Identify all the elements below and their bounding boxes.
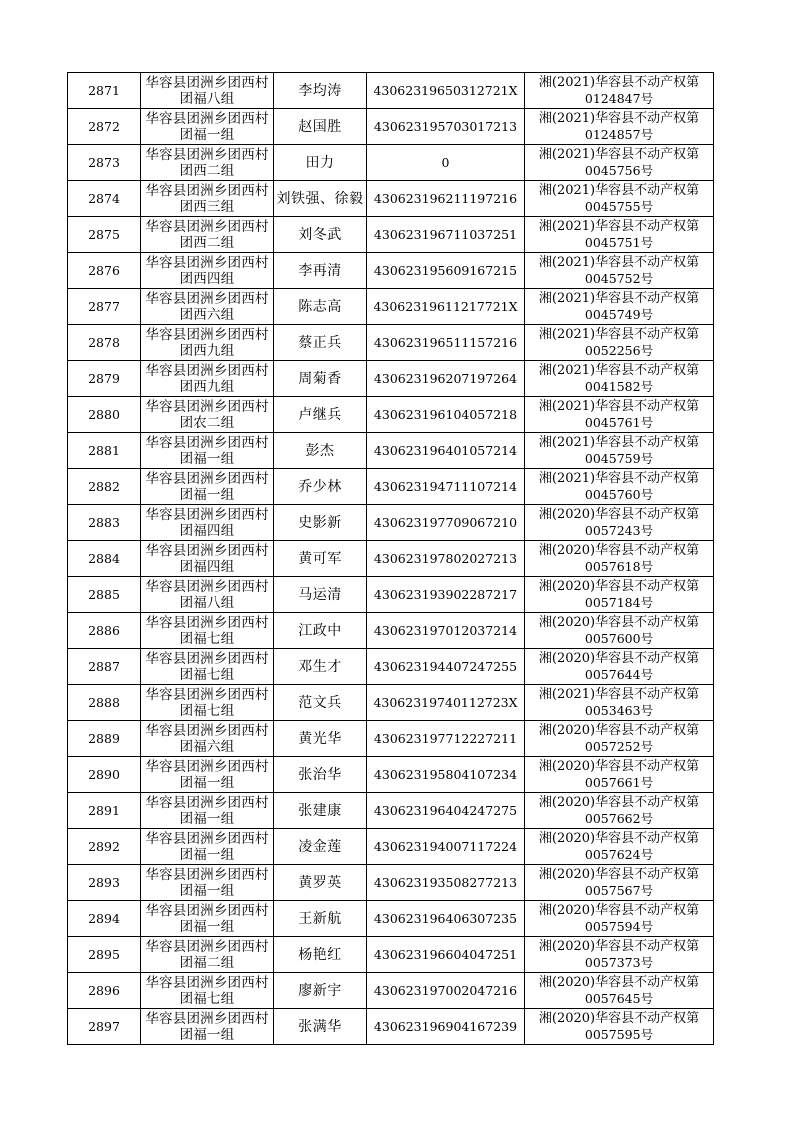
certificate-prefix: 湘(2021)华容县不动产权第 <box>538 434 700 450</box>
serial-number-cell: 2875 <box>68 217 141 253</box>
serial-number-cell: 2880 <box>68 397 141 433</box>
certificate-cell <box>525 1009 714 1045</box>
serial-number-cell: 2878 <box>68 325 141 361</box>
certificate-prefix: 湘(2020)华容县不动产权第 <box>538 1010 700 1026</box>
table-row <box>68 145 714 181</box>
serial-number-cell: 2895 <box>68 937 141 973</box>
serial-number-cell: 2890 <box>68 757 141 793</box>
serial-number-cell: 2882 <box>68 469 141 505</box>
table-row <box>68 73 714 109</box>
certificate-cell <box>525 721 714 757</box>
certificate-prefix: 湘(2020)华容县不动产权第 <box>538 794 700 810</box>
address-cell: 华容县团洲乡团西村团西六组 <box>141 289 274 325</box>
certificate-number: 0057243号 <box>584 522 654 538</box>
owner-name-cell: 刘铁强、徐毅 <box>274 181 367 217</box>
address-cell: 华容县团洲乡团西村团福八组 <box>141 73 274 109</box>
table-row <box>68 937 714 973</box>
certificate-cell <box>525 649 714 685</box>
certificate-cell <box>525 829 714 865</box>
address-cell: 华容县团洲乡团西村团农二组 <box>141 397 274 433</box>
address-cell: 华容县团洲乡团西村团福八组 <box>141 577 274 613</box>
id-number-cell: 43062319740112723X <box>367 685 525 721</box>
address-cell: 华容县团洲乡团西村团福一组 <box>141 829 274 865</box>
certificate-cell <box>525 289 714 325</box>
certificate-cell <box>525 181 714 217</box>
serial-number-cell: 2885 <box>68 577 141 613</box>
certificate-number: 0045749号 <box>584 306 654 322</box>
owner-name-cell: 李再清 <box>274 253 367 289</box>
certificate-number: 0057645号 <box>584 990 654 1006</box>
address-cell: 华容县团洲乡团西村团福一组 <box>141 865 274 901</box>
owner-name-cell: 史影新 <box>274 505 367 541</box>
certificate-cell <box>525 325 714 361</box>
address-cell: 华容县团洲乡团西村团福七组 <box>141 649 274 685</box>
address-cell: 华容县团洲乡团西村团西四组 <box>141 253 274 289</box>
id-number-cell: 430623196511157216 <box>367 325 525 361</box>
table-row <box>68 325 714 361</box>
certificate-prefix: 湘(2020)华容县不动产权第 <box>538 614 700 630</box>
serial-number-cell: 2886 <box>68 613 141 649</box>
address-cell: 华容县团洲乡团西村团福四组 <box>141 505 274 541</box>
certificate-prefix: 湘(2021)华容县不动产权第 <box>538 290 700 306</box>
serial-number-cell: 2897 <box>68 1009 141 1045</box>
id-number-cell: 430623195804107234 <box>367 757 525 793</box>
id-number-cell: 430623194711107214 <box>367 469 525 505</box>
table-row <box>68 181 714 217</box>
certificate-number: 0057373号 <box>584 954 654 970</box>
serial-number-cell: 2887 <box>68 649 141 685</box>
address-cell: 华容县团洲乡团西村团西二组 <box>141 217 274 253</box>
certificate-cell <box>525 217 714 253</box>
certificate-number: 0057252号 <box>584 738 654 754</box>
table-row <box>68 289 714 325</box>
certificate-cell <box>525 73 714 109</box>
certificate-cell <box>525 613 714 649</box>
certificate-prefix: 湘(2020)华容县不动产权第 <box>538 758 700 774</box>
serial-number-cell: 2893 <box>68 865 141 901</box>
certificate-cell <box>525 145 714 181</box>
id-number-cell: 430623196406307235 <box>367 901 525 937</box>
owner-name-cell: 陈志高 <box>274 289 367 325</box>
certificate-number: 0045751号 <box>584 234 654 250</box>
address-cell: 华容县团洲乡团西村团福二组 <box>141 937 274 973</box>
serial-number-cell: 2888 <box>68 685 141 721</box>
certificate-number: 0057567号 <box>584 882 654 898</box>
id-number-cell: 430623197802027213 <box>367 541 525 577</box>
serial-number-cell: 2874 <box>68 181 141 217</box>
address-cell: 华容县团洲乡团西村团福六组 <box>141 721 274 757</box>
table-row <box>68 253 714 289</box>
certificate-number: 0057184号 <box>584 594 654 610</box>
certificate-cell <box>525 109 714 145</box>
owner-name-cell: 刘冬武 <box>274 217 367 253</box>
certificate-prefix: 湘(2020)华容县不动产权第 <box>538 938 700 954</box>
id-number-cell: 430623196604047251 <box>367 937 525 973</box>
id-number-cell: 43062319611217721X <box>367 289 525 325</box>
property-registry-table <box>67 72 714 1045</box>
table-row <box>68 577 714 613</box>
certificate-number: 0041582号 <box>584 378 654 394</box>
certificate-number: 0057618号 <box>584 558 654 574</box>
owner-name-cell: 马运清 <box>274 577 367 613</box>
address-cell: 华容县团洲乡团西村团福七组 <box>141 973 274 1009</box>
certificate-prefix: 湘(2021)华容县不动产权第 <box>538 326 700 342</box>
certificate-prefix: 湘(2020)华容县不动产权第 <box>538 902 700 918</box>
id-number-cell: 430623193508277213 <box>367 865 525 901</box>
owner-name-cell: 赵国胜 <box>274 109 367 145</box>
owner-name-cell: 邓生才 <box>274 649 367 685</box>
certificate-cell <box>525 469 714 505</box>
id-number-cell: 430623197012037214 <box>367 613 525 649</box>
address-cell: 华容县团洲乡团西村团福一组 <box>141 793 274 829</box>
table-row <box>68 829 714 865</box>
certificate-number: 0052256号 <box>584 342 654 358</box>
address-cell: 华容县团洲乡团西村团福七组 <box>141 613 274 649</box>
certificate-prefix: 湘(2020)华容县不动产权第 <box>538 506 700 522</box>
certificate-number: 0045752号 <box>584 270 654 286</box>
certificate-number: 0045760号 <box>584 486 654 502</box>
table-row <box>68 217 714 253</box>
id-number-cell: 430623196904167239 <box>367 1009 525 1045</box>
address-cell: 华容县团洲乡团西村团福一组 <box>141 901 274 937</box>
table-row <box>68 1009 714 1045</box>
certificate-cell <box>525 397 714 433</box>
certificate-number: 0057624号 <box>584 846 654 862</box>
table-row <box>68 973 714 1009</box>
serial-number-cell: 2872 <box>68 109 141 145</box>
table-row <box>68 613 714 649</box>
table-row <box>68 793 714 829</box>
owner-name-cell: 蔡正兵 <box>274 325 367 361</box>
certificate-cell <box>525 757 714 793</box>
certificate-prefix: 湘(2020)华容县不动产权第 <box>538 722 700 738</box>
address-cell: 华容县团洲乡团西村团福四组 <box>141 541 274 577</box>
certificate-prefix: 湘(2021)华容县不动产权第 <box>538 398 700 414</box>
id-number-cell: 430623196211197216 <box>367 181 525 217</box>
id-number-cell: 43062319650312721X <box>367 73 525 109</box>
certificate-number: 0124857号 <box>584 126 654 142</box>
certificate-prefix: 湘(2021)华容县不动产权第 <box>538 218 700 234</box>
id-number-cell: 430623195609167215 <box>367 253 525 289</box>
serial-number-cell: 2894 <box>68 901 141 937</box>
id-number-cell: 430623196711037251 <box>367 217 525 253</box>
address-cell: 华容县团洲乡团西村团福一组 <box>141 757 274 793</box>
serial-number-cell: 2896 <box>68 973 141 1009</box>
certificate-number: 0057594号 <box>584 918 654 934</box>
owner-name-cell: 彭杰 <box>274 433 367 469</box>
owner-name-cell: 周菊香 <box>274 361 367 397</box>
table-row <box>68 901 714 937</box>
owner-name-cell: 乔少林 <box>274 469 367 505</box>
id-number-cell: 0 <box>367 145 525 181</box>
certificate-prefix: 湘(2021)华容县不动产权第 <box>538 74 700 90</box>
certificate-cell <box>525 793 714 829</box>
certificate-number: 0057644号 <box>584 666 654 682</box>
certificate-number: 0045761号 <box>584 414 654 430</box>
certificate-cell <box>525 361 714 397</box>
table-row <box>68 541 714 577</box>
certificate-number: 0057662号 <box>584 810 654 826</box>
serial-number-cell: 2873 <box>68 145 141 181</box>
id-number-cell: 430623195703017213 <box>367 109 525 145</box>
certificate-prefix: 湘(2021)华容县不动产权第 <box>538 470 700 486</box>
address-cell: 华容县团洲乡团西村团西九组 <box>141 361 274 397</box>
certificate-number: 0057661号 <box>584 774 654 790</box>
owner-name-cell: 田力 <box>274 145 367 181</box>
table-row <box>68 649 714 685</box>
certificate-cell <box>525 973 714 1009</box>
certificate-cell <box>525 253 714 289</box>
serial-number-cell: 2883 <box>68 505 141 541</box>
certificate-cell <box>525 685 714 721</box>
id-number-cell: 430623193902287217 <box>367 577 525 613</box>
certificate-number: 0053463号 <box>584 702 654 718</box>
owner-name-cell: 卢继兵 <box>274 397 367 433</box>
certificate-number: 0045755号 <box>584 198 654 214</box>
serial-number-cell: 2891 <box>68 793 141 829</box>
table-row <box>68 109 714 145</box>
owner-name-cell: 黄光华 <box>274 721 367 757</box>
owner-name-cell: 廖新宇 <box>274 973 367 1009</box>
id-number-cell: 430623194007117224 <box>367 829 525 865</box>
owner-name-cell: 杨艳红 <box>274 937 367 973</box>
owner-name-cell: 凌金莲 <box>274 829 367 865</box>
certificate-prefix: 湘(2020)华容县不动产权第 <box>538 650 700 666</box>
id-number-cell: 430623194407247255 <box>367 649 525 685</box>
table-row <box>68 361 714 397</box>
table-row <box>68 757 714 793</box>
certificate-prefix: 湘(2020)华容县不动产权第 <box>538 542 700 558</box>
certificate-prefix: 湘(2021)华容县不动产权第 <box>538 110 700 126</box>
certificate-cell <box>525 433 714 469</box>
owner-name-cell: 黄罗英 <box>274 865 367 901</box>
table-row <box>68 685 714 721</box>
table-row <box>68 469 714 505</box>
certificate-cell <box>525 865 714 901</box>
id-number-cell: 430623196207197264 <box>367 361 525 397</box>
certificate-prefix: 湘(2021)华容县不动产权第 <box>538 182 700 198</box>
address-cell: 华容县团洲乡团西村团福七组 <box>141 685 274 721</box>
owner-name-cell: 江政中 <box>274 613 367 649</box>
id-number-cell: 430623197002047216 <box>367 973 525 1009</box>
serial-number-cell: 2889 <box>68 721 141 757</box>
address-cell: 华容县团洲乡团西村团西九组 <box>141 325 274 361</box>
address-cell: 华容县团洲乡团西村团西二组 <box>141 145 274 181</box>
serial-number-cell: 2881 <box>68 433 141 469</box>
owner-name-cell: 范文兵 <box>274 685 367 721</box>
certificate-prefix: 湘(2021)华容县不动产权第 <box>538 362 700 378</box>
id-number-cell: 430623197712227211 <box>367 721 525 757</box>
owner-name-cell: 黄可军 <box>274 541 367 577</box>
owner-name-cell: 张满华 <box>274 1009 367 1045</box>
address-cell: 华容县团洲乡团西村团福一组 <box>141 469 274 505</box>
certificate-prefix: 湘(2021)华容县不动产权第 <box>538 686 700 702</box>
certificate-prefix: 湘(2020)华容县不动产权第 <box>538 830 700 846</box>
certificate-cell <box>525 541 714 577</box>
certificate-number: 0057595号 <box>584 1026 654 1042</box>
certificate-cell <box>525 937 714 973</box>
certificate-number: 0124847号 <box>584 90 654 106</box>
owner-name-cell: 王新航 <box>274 901 367 937</box>
address-cell: 华容县团洲乡团西村团西三组 <box>141 181 274 217</box>
certificate-number: 0045756号 <box>584 162 654 178</box>
id-number-cell: 430623196104057218 <box>367 397 525 433</box>
certificate-prefix: 湘(2020)华容县不动产权第 <box>538 866 700 882</box>
owner-name-cell: 张建康 <box>274 793 367 829</box>
address-cell: 华容县团洲乡团西村团福一组 <box>141 1009 274 1045</box>
table-row <box>68 865 714 901</box>
serial-number-cell: 2879 <box>68 361 141 397</box>
owner-name-cell: 李均涛 <box>274 73 367 109</box>
id-number-cell: 430623196404247275 <box>367 793 525 829</box>
certificate-prefix: 湘(2021)华容县不动产权第 <box>538 254 700 270</box>
serial-number-cell: 2871 <box>68 73 141 109</box>
certificate-cell <box>525 505 714 541</box>
certificate-cell <box>525 901 714 937</box>
id-number-cell: 430623197709067210 <box>367 505 525 541</box>
serial-number-cell: 2876 <box>68 253 141 289</box>
address-cell: 华容县团洲乡团西村团福一组 <box>141 433 274 469</box>
id-number-cell: 430623196401057214 <box>367 433 525 469</box>
certificate-prefix: 湘(2020)华容县不动产权第 <box>538 578 700 594</box>
certificate-number: 0057600号 <box>584 630 654 646</box>
address-cell: 华容县团洲乡团西村团福一组 <box>141 109 274 145</box>
owner-name-cell: 张治华 <box>274 757 367 793</box>
table-row <box>68 397 714 433</box>
certificate-prefix: 湘(2021)华容县不动产权第 <box>538 146 700 162</box>
table-body <box>68 73 714 1045</box>
table-row <box>68 433 714 469</box>
serial-number-cell: 2884 <box>68 541 141 577</box>
serial-number-cell: 2892 <box>68 829 141 865</box>
table-row <box>68 721 714 757</box>
certificate-cell <box>525 577 714 613</box>
certificate-prefix: 湘(2020)华容县不动产权第 <box>538 974 700 990</box>
serial-number-cell: 2877 <box>68 289 141 325</box>
certificate-number: 0045759号 <box>584 450 654 466</box>
table-row <box>68 505 714 541</box>
